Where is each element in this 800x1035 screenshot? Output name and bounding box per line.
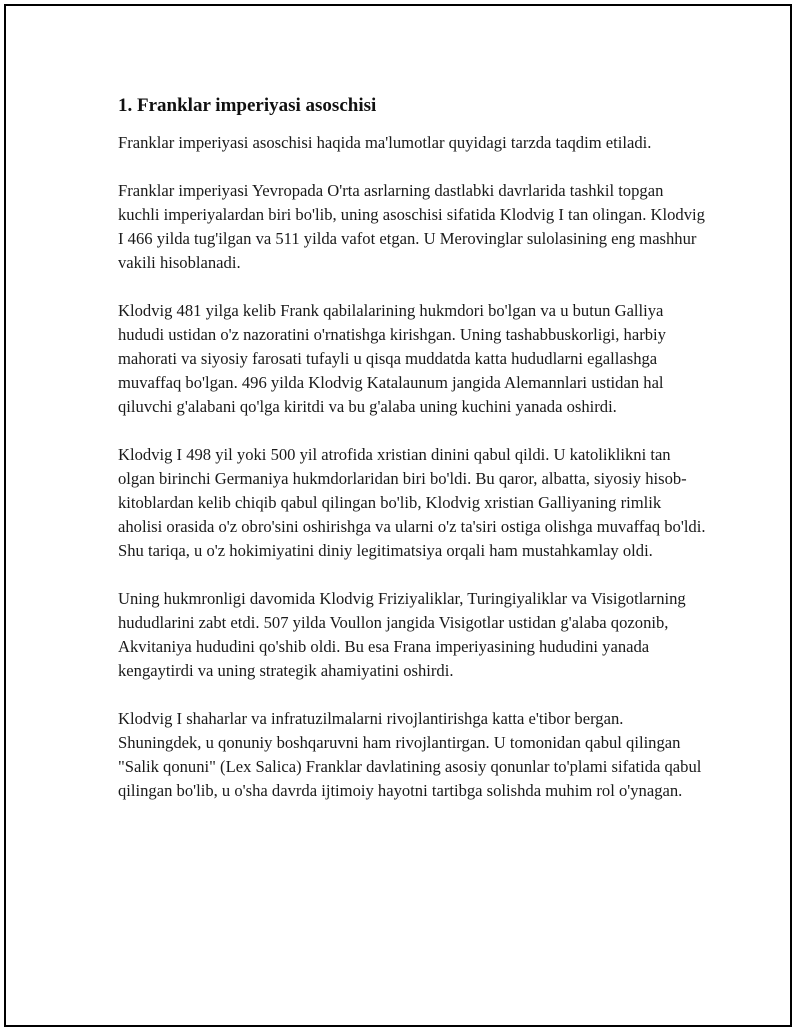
paragraph-intro: Franklar imperiyasi asoschisi haqida ma'lumotlar quyidagi tarzda taqdim etiladi. [118, 133, 652, 152]
paragraph-governance: Klodvig I shaharlar va infratuzilmalarni rivojlantirishga katta e'tibor bergan. Shuningdek, u qonuniy boshqaruvni ham rivojlantirgan. U tomonidan qabul qilingan "Salik qonuni" (Lex Salica) Franklar davlatining asosiy qonunlar to'plami sifatida qabul qilingan bo'lib, u o'sha davrda ijtimoiy hayotni tartibga solishda muhim rol o'ynagan. [118, 709, 702, 800]
paragraph-expansion: Uning hukmronligi davomida Klodvig Friziyaliklar, Turingiyaliklar va Visigotlarning hududlarini zabt etdi. 507 yilda Voullon jangida Visigotlar ustidan g'alaba qozonib, Akvitaniya hududini qo'shib oldi. Bu esa Frana imperiyasining hududini yanada kengaytirdi va uning strategik ahamiyatini oshirdi. [118, 589, 686, 680]
paragraph-founder: Franklar imperiyasi Yevropada O'rta asrlarning dastlabki davrlarida tashkil topgan kuchli imperiyalardan biri bo'lib, uning asoschisi sifatida Klodvig I tan olingan. Klodvig I 466 yilda tug'ilgan va 511 yilda vafot etgan. U Merovinglar sulolasining eng mashhur vakili hisoblanadi. [118, 181, 705, 272]
document-body [118, 93, 708, 827]
paragraph-conquests: Klodvig 481 yilga kelib Frank qabilalarining hukmdori bo'lgan va u butun Galliya hududi ustidan o'z nazoratini o'rnatishga kirishgan. Uning tashabbuskorligi, harbiy mahorati va siyosiy farosati tufayli u qisqa muddatda katta hududlarni egallashga muvaffaq bo'lgan. 496 yilda Klodvig Katalaunum jangida Alemannlari ustidan hal qiluvchi g'alabani qo'lga kiritdi va bu g'alaba uning kuchini yanada oshirdi. [118, 301, 666, 416]
paragraph-christianity: Klodvig I 498 yil yoki 500 yil atrofida xristian dinini qabul qildi. U katoliklikni tan olgan birinchi Germaniya hukmdorlaridan biri bo'ldi. Bu qaror, albatta, siyosiy hisob-kitoblardan kelib chiqib qabul qilingan bo'lib, Klodvig xristian Galliyaning rimlik aholisi orasida o'z obro'sini oshirishga va ularni o'z ta'siri ostiga olishga muvaffaq bo'ldi. Shu tariqa, u o'z hokimiyatini diniy legitimatsiya orqali ham mustahkamlay oldi. [118, 445, 706, 560]
section-heading: 1. Franklar imperiyasi asoschisi [118, 95, 377, 116]
